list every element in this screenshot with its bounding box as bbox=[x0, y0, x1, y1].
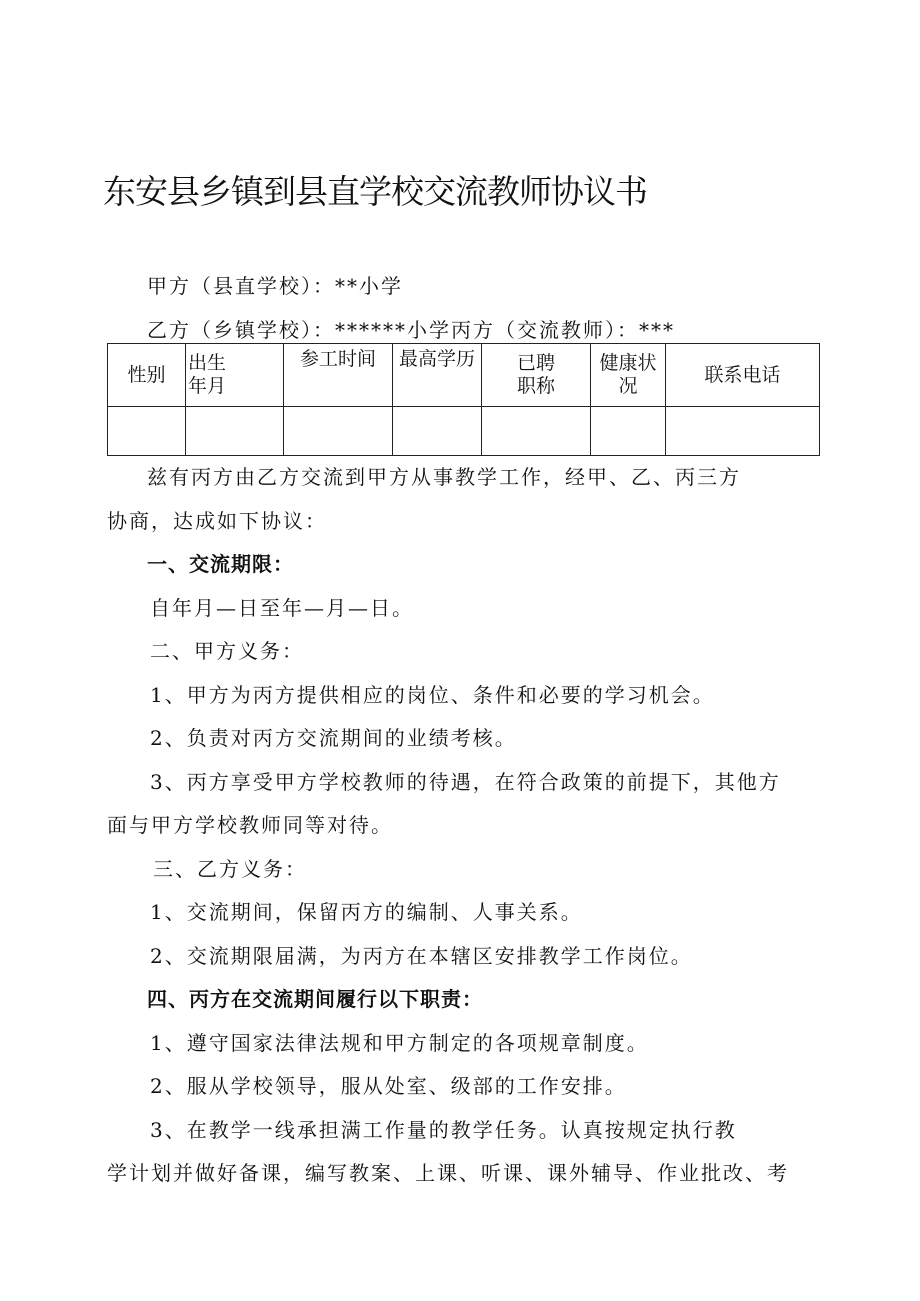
cell-gender[interactable] bbox=[108, 407, 186, 456]
table-row bbox=[108, 407, 820, 456]
document-title: 东安县乡镇到县直学校交流教师协议书 bbox=[103, 172, 647, 211]
section-3-item-2: 2、交流期限届满，为丙方在本辖区安排教学工作岗位。 bbox=[150, 944, 693, 968]
cell-title[interactable] bbox=[482, 407, 591, 456]
section-2-item-3-line-1: 3、丙方享受甲方学校教师的待遇，在符合政策的前提下，其他方 bbox=[150, 770, 781, 794]
header-title bbox=[482, 344, 591, 407]
section-3-heading: 三、乙方义务： bbox=[153, 857, 307, 881]
section-4-item-3-line-1: 3、在教学一线承担满工作量的教学任务。认真按规定执行教 bbox=[150, 1118, 737, 1142]
section-1-text: 自年月—日至年—月—日。 bbox=[150, 596, 414, 620]
intro-line-2: 协商，达成如下协议： bbox=[107, 509, 327, 533]
intro-line-1: 兹有丙方由乙方交流到甲方从事教学工作，经甲、乙、丙三方 bbox=[147, 465, 741, 489]
header-birth-label: 出生年月 bbox=[188, 352, 227, 397]
section-4-item-3-line-2: 学计划并做好备课，编写教案、上课、听课、课外辅导、作业批改、考 bbox=[107, 1161, 789, 1185]
teacher-info-table bbox=[107, 343, 820, 456]
cell-phone[interactable] bbox=[666, 407, 820, 456]
section-2-item-2: 2、负责对丙方交流期间的业绩考核。 bbox=[150, 726, 517, 750]
table-header-row bbox=[108, 344, 820, 407]
section-3-item-1: 1、交流期间，保留丙方的编制、人事关系。 bbox=[150, 900, 583, 924]
party-b-c-line: 乙方（乡镇学校）：******小学丙方（交流教师）：*** bbox=[147, 318, 675, 342]
cell-health[interactable] bbox=[591, 407, 666, 456]
section-4-item-1: 1、遵守国家法律法规和甲方制定的各项规章制度。 bbox=[150, 1031, 649, 1055]
section-2-heading: 二、甲方义务： bbox=[150, 639, 304, 663]
header-health bbox=[591, 344, 666, 407]
header-health-label: 健康状况 bbox=[599, 352, 657, 397]
section-1-heading: 一、交流期限： bbox=[147, 552, 294, 576]
party-a-line: 甲方（县直学校）：**小学 bbox=[147, 274, 403, 298]
header-education: 最高学历 bbox=[393, 344, 482, 407]
cell-birth[interactable] bbox=[186, 407, 284, 456]
header-title-label: 已聘职称 bbox=[516, 352, 555, 397]
header-gender: 性别 bbox=[108, 344, 186, 407]
header-birth bbox=[186, 344, 284, 407]
header-work-start: 参工时间 bbox=[284, 344, 393, 407]
section-4-heading: 四、丙方在交流期间履行以下职责： bbox=[147, 987, 483, 1011]
cell-work-start[interactable] bbox=[284, 407, 393, 456]
cell-education[interactable] bbox=[393, 407, 482, 456]
section-4-item-2: 2、服从学校领导，服从处室、级部的工作安排。 bbox=[150, 1074, 627, 1098]
section-2-item-1: 1、甲方为丙方提供相应的岗位、条件和必要的学习机会。 bbox=[150, 683, 715, 707]
header-phone: 联系电话 bbox=[666, 344, 820, 407]
section-2-item-3-line-2: 面与甲方学校教师同等对待。 bbox=[107, 813, 393, 837]
